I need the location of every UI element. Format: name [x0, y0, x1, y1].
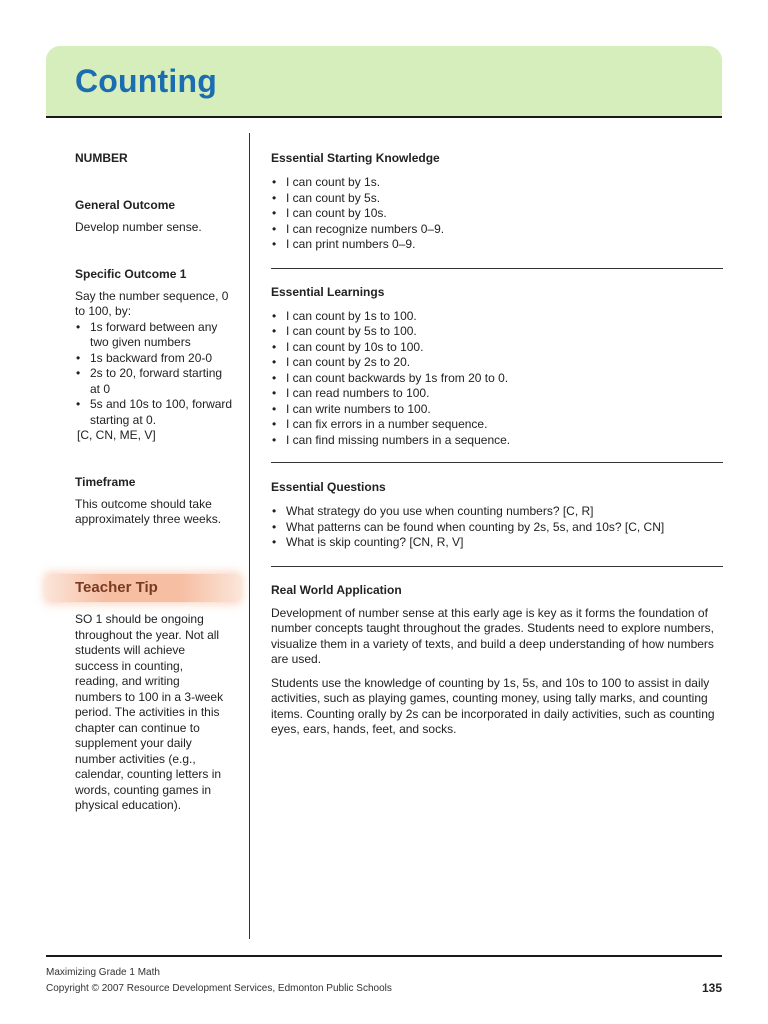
list-item: • I can count by 10s.	[271, 206, 723, 222]
specific-outcome-list	[75, 320, 235, 429]
page-title: Counting	[75, 63, 217, 99]
list-item: • I can recognize numbers 0–9.	[271, 222, 723, 238]
specific-outcome-heading: Specific Outcome 1	[75, 266, 187, 281]
teacher-tip-text: SO 1 should be ongoing throughout the year. Not all students will achieve success in counting, reading, and writing numbers to 100 in a 3-week period. The activities in this chapter can continue to supplement your daily number activities (e.g., calendar, counting letters in words, counting games in physical education).	[75, 612, 224, 812]
general-outcome-text: Develop number sense.	[75, 220, 202, 234]
application-heading: Real World Application	[271, 582, 402, 597]
right-column	[271, 150, 723, 738]
list-item: • I can read numbers to 100.	[271, 386, 723, 402]
curriculum-codes: [C, CN, ME, V]	[77, 428, 156, 442]
list-item: • I can count by 2s to 20.	[271, 355, 723, 371]
left-column	[75, 150, 235, 528]
list-item: • What is skip counting? [CN, R, V]	[271, 535, 723, 551]
questions-heading: Essential Questions	[271, 480, 386, 494]
questions-list	[271, 504, 723, 551]
list-item: • I can count by 1s to 100.	[271, 309, 723, 325]
book-title: Maximizing Grade 1 Math	[46, 967, 160, 978]
page-number: 135	[701, 981, 722, 995]
section-divider	[271, 566, 723, 567]
column-divider	[249, 133, 250, 939]
footer-rule	[46, 955, 722, 957]
teacher-tip-banner	[46, 574, 240, 602]
list-item: • 5s and 10s to 100, forward starting at 0.	[75, 397, 235, 428]
specific-outcome-intro: Say the number sequence, 0 to 100, by:	[75, 288, 229, 318]
list-item: • 1s backward from 20-0	[75, 351, 235, 367]
list-item: • 1s forward between any two given numbers	[75, 320, 235, 351]
general-outcome-heading: General Outcome	[75, 198, 176, 212]
list-item: • I can count by 5s to 100.	[271, 324, 723, 340]
starting-knowledge-list	[271, 175, 723, 253]
list-item: • I can count by 10s to 100.	[271, 340, 723, 356]
list-item: • I can count backwards by 1s from 20 to 0.	[271, 371, 723, 387]
copyright-notice: Copyright © 2007 Resource Development Services, Edmonton Public Schools	[46, 983, 392, 994]
application-paragraph-2: Students use the knowledge of counting by 1s, 5s, and 10s to 100 to assist in daily activities, such as playing games, counting money, using tally marks, and counting items. Counting orally by 2s can be incorporated in daily activities, such as counting eyes, ears, hands, feet, and socks.	[271, 675, 715, 736]
list-item: • I can count by 1s.	[271, 175, 723, 191]
list-item: • I can find missing numbers in a sequence.	[271, 433, 723, 449]
teacher-tip-heading: Teacher Tip	[75, 579, 158, 596]
list-item: • I can print numbers 0–9.	[271, 237, 723, 253]
list-item: • I can write numbers to 100.	[271, 402, 723, 418]
list-item: • I can count by 5s.	[271, 191, 723, 207]
learnings-heading: Essential Learnings	[271, 284, 385, 299]
section-divider	[271, 268, 723, 269]
learnings-list	[271, 309, 723, 449]
list-item: • What strategy do you use when counting numbers? [C, R]	[271, 504, 723, 520]
list-item: • What patterns can be found when counting by 2s, 5s, and 10s? [C, CN]	[271, 520, 723, 536]
strand-label: NUMBER	[75, 151, 128, 165]
list-item: • 2s to 20, forward starting at 0	[75, 366, 235, 397]
section-divider	[271, 462, 723, 463]
application-paragraph-1: Development of number sense at this early age is key as it forms the foundation of number concepts taught throughout the grades. Students need to explore numbers, visualize them in a variety of texts, and build a deep understanding of how numbers are used.	[271, 605, 714, 666]
starting-knowledge-heading: Essential Starting Knowledge	[271, 151, 440, 165]
chapter-header	[46, 46, 722, 118]
list-item: • I can fix errors in a number sequence.	[271, 417, 723, 433]
timeframe-heading: Timeframe	[75, 474, 136, 489]
timeframe-text: This outcome should take approximately three weeks.	[75, 496, 222, 526]
